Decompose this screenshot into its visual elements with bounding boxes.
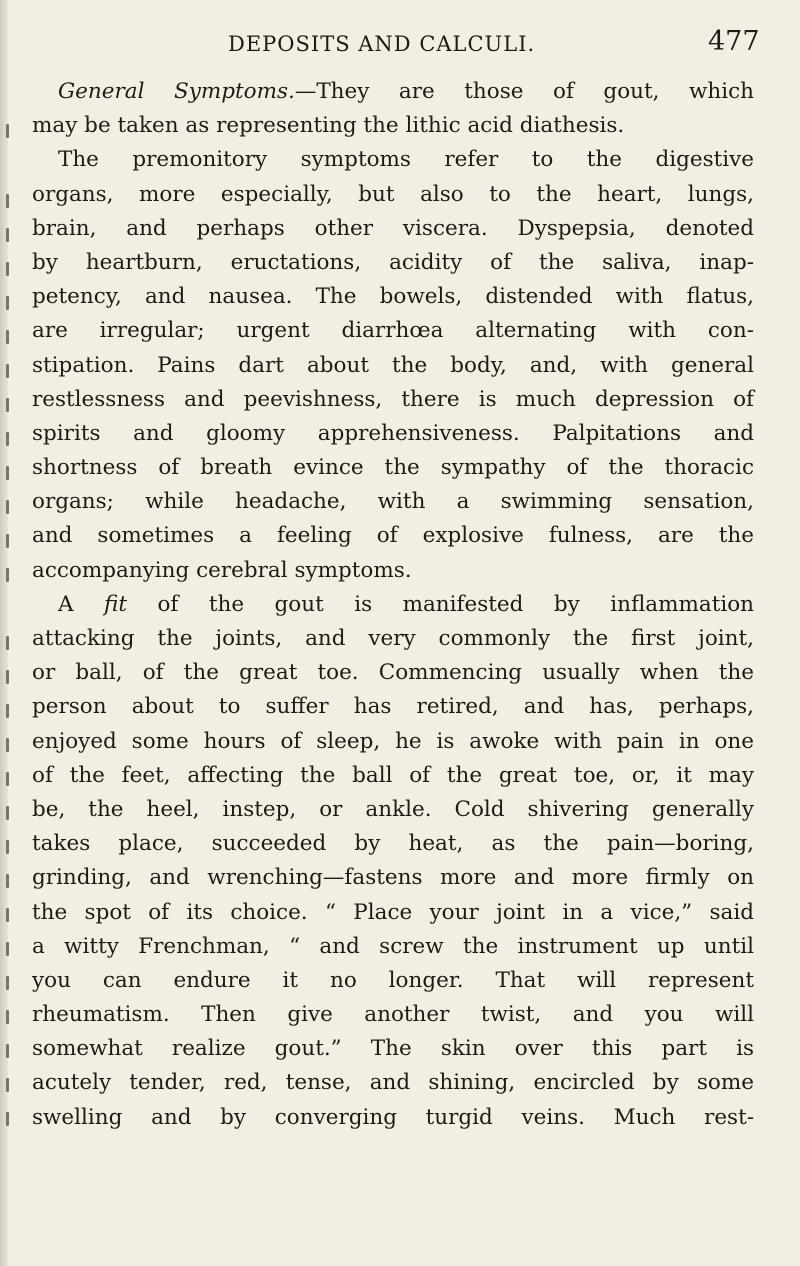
margin-mark [6, 398, 9, 412]
margin-mark [6, 670, 9, 684]
margin-mark [6, 1112, 9, 1126]
text-line [32, 588, 754, 622]
text-line [32, 75, 754, 109]
text-line: by heartburn, eructations, acidity of the saliva, inap- [32, 249, 754, 275]
margin-mark [6, 534, 9, 548]
margin-mark [6, 466, 9, 480]
text-line: are irregular; urgent diarrhœa alternating with con- [32, 318, 754, 344]
margin-mark [6, 194, 9, 208]
margin-mark [6, 806, 9, 820]
text-line: organs, more especially, but also to the heart, lungs, [32, 181, 754, 207]
text-line: spirits and gloomy apprehensiveness. Palpitations and [32, 420, 754, 446]
text-line: a witty Frenchman, “ and screw the instrument up until [32, 933, 754, 959]
text-line: and sometimes a feeling of explosive fulness, are the [32, 523, 754, 549]
margin-mark [6, 330, 9, 344]
margin-mark [6, 228, 9, 242]
page-number: 477 [708, 26, 760, 57]
text-line: of the feet, affecting the ball of the great toe, or, it may [32, 762, 754, 788]
running-head: DEPOSITS AND CALCULI. [228, 32, 536, 56]
margin-mark [6, 1044, 9, 1058]
body-text [32, 75, 754, 1135]
margin-mark [6, 874, 9, 888]
margin-mark [6, 262, 9, 276]
margin-mark [6, 704, 9, 718]
text-line: person about to suffer has retired, and has, perhaps, [32, 694, 754, 720]
text-line: you can endure it no longer. That will represent [32, 967, 754, 993]
margin-mark [6, 1010, 9, 1024]
text-line: enjoyed some hours of sleep, he is awoke with pain in one [32, 728, 754, 754]
text-line: shortness of breath evince the sympathy of the thoracic [32, 455, 754, 481]
margin-mark [6, 1078, 9, 1092]
margin-mark [6, 296, 9, 310]
margin-mark [6, 772, 9, 786]
text-line: organs; while headache, with a swimming sensation, [32, 489, 754, 515]
text-line: be, the heel, instep, or ankle. Cold shivering generally [32, 796, 754, 822]
page-header [0, 26, 800, 66]
text-span: —They are those of gout, which [294, 79, 754, 104]
margin-mark [6, 840, 9, 854]
text-line: takes place, succeeded by heat, as the pain—boring, [32, 831, 754, 857]
margin-mark [6, 124, 9, 138]
text-line: brain, and perhaps other viscera. Dyspepsia, denoted [32, 215, 754, 241]
margin-mark [6, 908, 9, 922]
margin-mark [6, 364, 9, 378]
margin-mark [6, 636, 9, 650]
text-line: or ball, of the great toe. Commencing usually when the [32, 660, 754, 686]
emphasis-fit: fit [104, 591, 127, 617]
text-line: rheumatism. Then give another twist, and you will [32, 1002, 754, 1028]
text-line: The premonitory symptoms refer to the digestive [58, 147, 754, 173]
text-line: attacking the joints, and very commonly the first joint, [32, 626, 754, 651]
margin-mark [6, 976, 9, 990]
text-line: restlessness and peevishness, there is much depression of [32, 386, 754, 412]
text-line: swelling and by converging turgid veins. Much rest- [32, 1104, 754, 1130]
text-line: the spot of its choice. “ Place your joint in a vice,” said [32, 899, 754, 925]
text-span: of the gout is manifested by inflammation [127, 591, 754, 617]
margin-mark [6, 568, 9, 582]
text-line: may be taken as representing the lithic acid diathesis. [32, 113, 625, 139]
margin-mark [6, 500, 9, 514]
text-line: somewhat realize gout.” The skin over this part is [32, 1036, 754, 1062]
margin-mark [6, 738, 9, 752]
text-line: stipation. Pains dart about the body, and, with general [32, 352, 754, 378]
margin-mark [6, 942, 9, 956]
margin-mark [6, 432, 9, 446]
text-line: acutely tender, red, tense, and shining, encircled by some [32, 1070, 754, 1096]
text-span: A [58, 591, 105, 617]
text-line: grinding, and wrenching—fastens more and more firmly on [32, 865, 754, 891]
text-line: petency, and nausea. The bowels, distended with flatus, [32, 284, 754, 310]
text-line: accompanying cerebral symptoms. [32, 557, 412, 583]
section-heading: General Symptoms. [58, 79, 295, 104]
page-gutter-shadow [0, 0, 8, 1266]
